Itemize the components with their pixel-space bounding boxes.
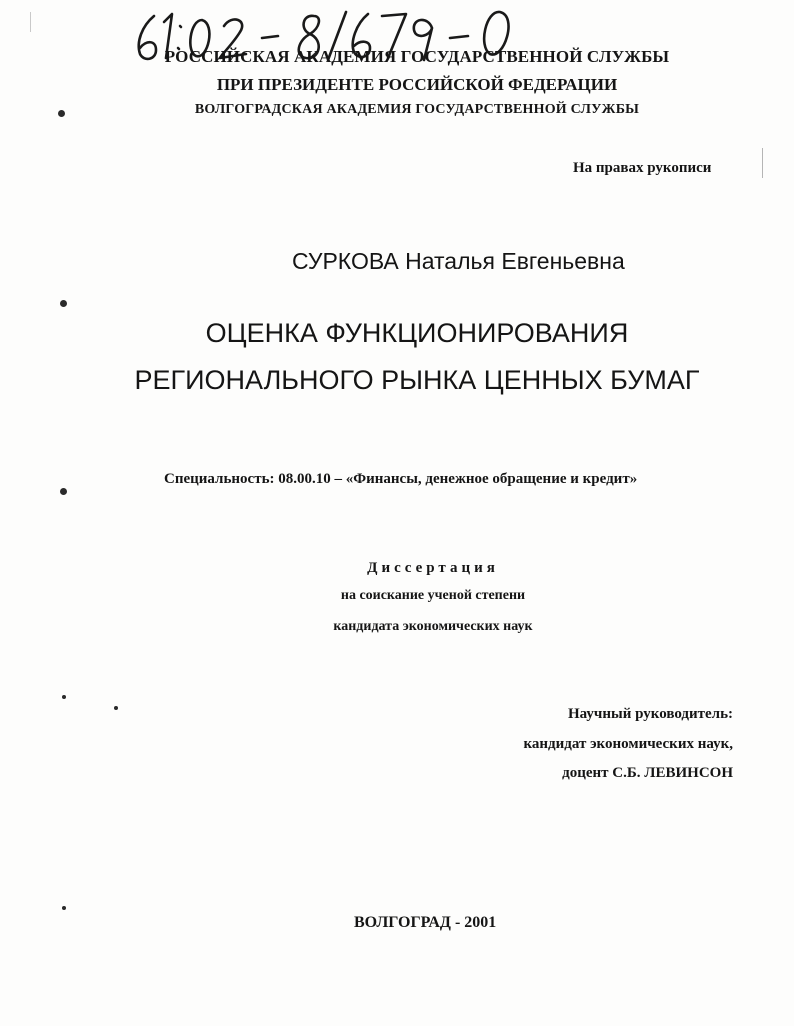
scan-edge-mark [30, 12, 31, 32]
degree-line-2: кандидата экономических наук [333, 619, 533, 634]
binding-hole-mark [62, 906, 66, 910]
degree-line-1: на соискание ученой степени [340, 588, 526, 603]
author-name: СУРКОВА Наталья Евгеньевна [292, 248, 625, 274]
advisor-name: доцент С.Б. ЛЕВИНСОН [562, 765, 733, 781]
thesis-title-line-1: ОЦЕНКА ФУНКЦИОНИРОВАНИЯ [205, 318, 629, 348]
institution-line-2: ПРИ ПРЕЗИДЕНТЕ РОССИЙСКОЙ ФЕДЕРАЦИИ [216, 75, 618, 94]
institution-line-3: ВОЛГОГРАДСКАЯ АКАДЕМИЯ ГОСУДАРСТВЕННОЙ СЛУЖБЫ [194, 102, 640, 117]
advisor-label: Научный руководитель: [568, 706, 733, 722]
specialty-line: Специальность: 08.00.10 – «Финансы, денежное обращение и кредит» [164, 471, 638, 487]
binding-hole-mark [62, 695, 66, 699]
thesis-title-line-2: РЕГИОНАЛЬНОГО РЫНКА ЦЕННЫХ БУМАГ [134, 365, 700, 395]
binding-hole-mark [58, 110, 65, 117]
advisor-degree: кандидат экономических наук, [523, 736, 733, 752]
binding-hole-mark [60, 300, 67, 307]
binding-hole-mark [60, 488, 67, 495]
dissertation-label: Диссертация [367, 560, 499, 576]
manuscript-note: На правах рукописи [573, 160, 712, 176]
institution-line-1: РОССИЙСКАЯ АКАДЕМИЯ ГОСУДАРСТВЕННОЙ СЛУЖБЫ [164, 47, 670, 66]
city-year: ВОЛГОГРАД - 2001 [354, 914, 497, 931]
scan-edge-mark-right [762, 148, 763, 178]
scan-speck [114, 706, 118, 710]
